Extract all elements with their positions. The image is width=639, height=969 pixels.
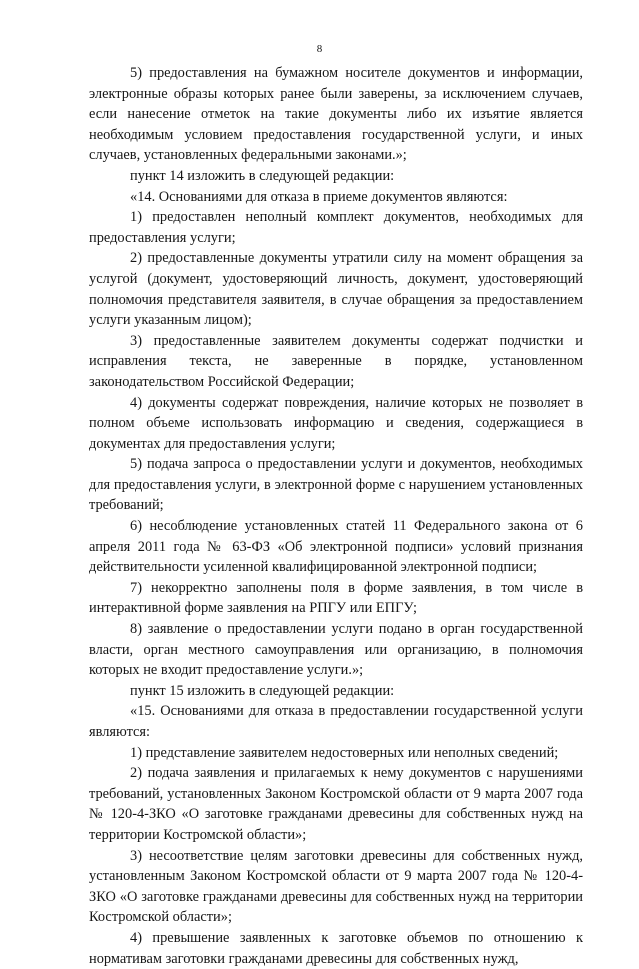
paragraph-refusal-reason-2: 2) предоставленные документы утратили силу на момент обращения за услугой (документ, удостоверяющий личность, документ, удостоверяющий полномочия представителя заявителя, в случае обращения за предоставлением услуги указанным лицом); — [89, 250, 583, 329]
page-number: 8 — [316, 43, 323, 55]
document-body — [89, 63, 583, 969]
paragraph-denial-reason-3: 3) несоответствие целям заготовки древесины для собственных нужд, установленным Законом Костромской области от 9 марта 2007 года № 120-4-ЗКО «О заготовке гражданами древесины для собственных нужд на территории Костромской области»; — [89, 847, 583, 926]
paragraph-refusal-reason-6: 6) несоблюдение установленных статей 11 Федерального закона от 6 апреля 2011 года № 63-ФЗ «Об электронной подписи» условий признания действительности усиленной квалифицированной электронной подписи; — [89, 518, 583, 576]
paragraph-refusal-reason-5: 5) подача запроса о предоставлении услуги и документов, необходимых для предоставления услуги, в электронной форме с нарушением установленных требований; — [89, 456, 583, 514]
paragraph-refusal-reason-3: 3) предоставленные заявителем документы содержат подчистки и исправления текста, не заверенные в порядке, установленном законодательством Российской Федерации; — [89, 332, 583, 390]
paragraph-denial-reason-2: 2) подача заявления и прилагаемых к нему документов с нарушениями требований, установленных Законом Костромской области от 9 марта 2007 года № 120-4-ЗКО «О заготовке гражданами древесины для собственных нужд на территории Костромской области»; — [89, 765, 583, 843]
paragraph-refusal-reason-8: 8) заявление о предоставлении услуги подано в орган государственной власти, орган местного самоуправления или организацию, в полномочия которых не входит предоставление услуги.»; — [89, 621, 583, 679]
paragraph-refusal-reason-1: 1) предоставлен неполный комплект документов, необходимых для предоставления услуги; — [89, 209, 583, 246]
paragraph-amend-point-15: пункт 15 изложить в следующей редакции: — [130, 682, 395, 699]
paragraph-denial-reason-4: 4) превышение заявленных к заготовке объемов по отношению к нормативам заготовки гражданами древесины для собственных нужд, — [89, 929, 583, 967]
paragraph-amend-point-14: пункт 14 изложить в следующей редакции: — [130, 167, 395, 184]
paragraph-refusal-reason-7: 7) некорректно заполнены поля в форме заявления, в том числе в интерактивной форме заявления на РПГУ или ЕПГУ; — [89, 579, 583, 617]
paragraph-item-5-paper-documents: 5) предоставления на бумажном носителе документов и информации, электронные образы которых ранее были заверены, за исключением случаев, если нанесение отметок на такие документы либо их изъятие является необходимым условием предоставления государственной услуги, и иных случаев, установленных федеральными законами.»; — [89, 65, 583, 164]
paragraph-point-14-heading: «14. Основаниями для отказа в приеме документов являются: — [130, 188, 508, 205]
paragraph-point-15-heading: «15. Основаниями для отказа в предоставлении государственной услуги являются: — [89, 703, 583, 740]
paragraph-denial-reason-1: 1) представление заявителем недостоверных или неполных сведений; — [130, 744, 559, 761]
paragraph-refusal-reason-4: 4) документы содержат повреждения, наличие которых не позволяет в полном объеме использовать информацию и сведения, содержащиеся в документах для предоставления услуги; — [89, 394, 583, 452]
